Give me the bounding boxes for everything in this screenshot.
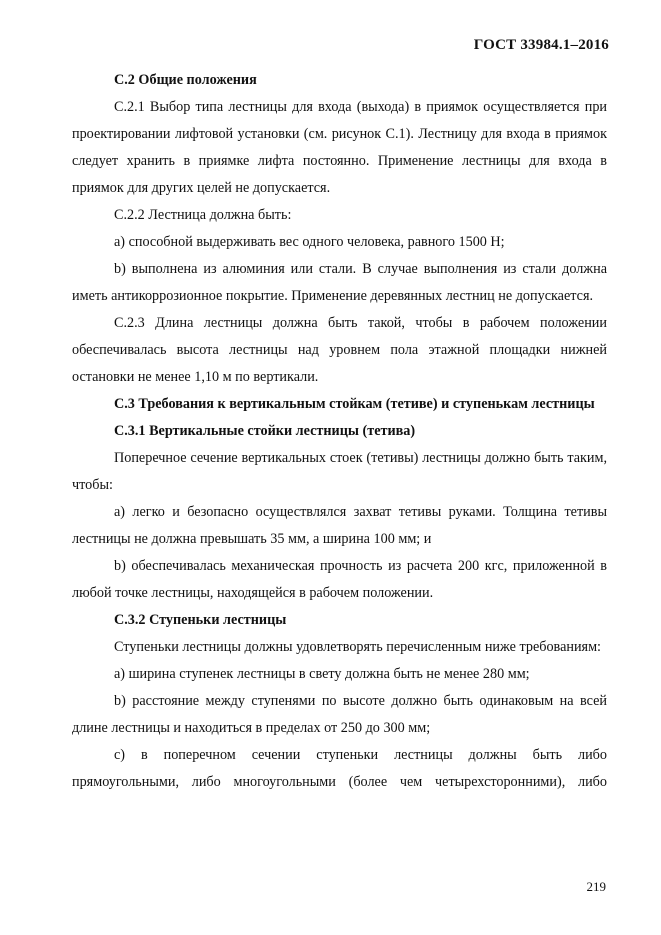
paragraph: С.2.3 Длина лестницы должна быть такой, чтобы в рабочем положении обеспечивалась высота лестницы над уровнем пола этажной площадки нижней остановки не менее 1,10 м по вертикали. bbox=[72, 315, 607, 385]
paragraph: Поперечное сечение вертикальных стоек (тетивы) лестницы должно быть таким, чтобы: bbox=[72, 450, 607, 493]
list-item: а) легко и безопасно осуществлялся захват тетивы руками. Толщина тетивы лестницы не должна превышать 35 мм, а ширина 100 мм; и bbox=[72, 504, 607, 547]
list-item: b) обеспечивалась механическая прочность из расчета 200 кгс, приложенной в любой точке лестницы, находящейся в рабочем положении. bbox=[72, 558, 607, 601]
list-item: а) способной выдерживать вес одного человека, равного 1500 Н; bbox=[114, 234, 505, 250]
subsection-heading: С.3.1 Вертикальные стойки лестницы (тетива) bbox=[114, 423, 416, 439]
list-item: а) ширина ступенек лестницы в свету должна быть не менее 280 мм; bbox=[114, 666, 530, 682]
paragraph: С.2.1 Выбор типа лестницы для входа (выхода) в приямок осуществляется при проектировании лифтовой установки (см. рисунок С.1). Лестницу для входа в приямок следует хранить в приямке лифта постоянно. Применение лестницы для входа в приямок для других целей не допускается. bbox=[72, 99, 607, 196]
list-item: с) в поперечном сечении ступеньки лестницы должны быть либо прямоугольными, либо многоугольными (более чем четырехсторонними), либо bbox=[72, 747, 607, 790]
subsection-heading: С.3.2 Ступеньки лестницы bbox=[114, 612, 287, 628]
paragraph: С.2.2 Лестница должна быть: bbox=[114, 207, 292, 223]
list-item: b) расстояние между ступенями по высоте должно быть одинаковым на всей длине лестницы и находиться в пределах от 250 до 300 мм; bbox=[72, 693, 607, 736]
paragraph: Ступеньки лестницы должны удовлетворять перечисленным ниже требованиям: bbox=[114, 639, 601, 655]
document-code: ГОСТ 33984.1–2016 bbox=[473, 37, 609, 53]
list-item: b) выполнена из алюминия или стали. В случае выполнения из стали должна иметь антикоррозионное покрытие. Применение деревянных лестниц не допускается. bbox=[72, 261, 607, 304]
section-heading: С.2 Общие положения bbox=[114, 72, 257, 88]
section-heading: С.3 Требования к вертикальным стойкам (тетиве) и ступенькам лестницы bbox=[114, 396, 595, 412]
document-body bbox=[72, 67, 607, 796]
page-number: 219 bbox=[586, 879, 606, 894]
